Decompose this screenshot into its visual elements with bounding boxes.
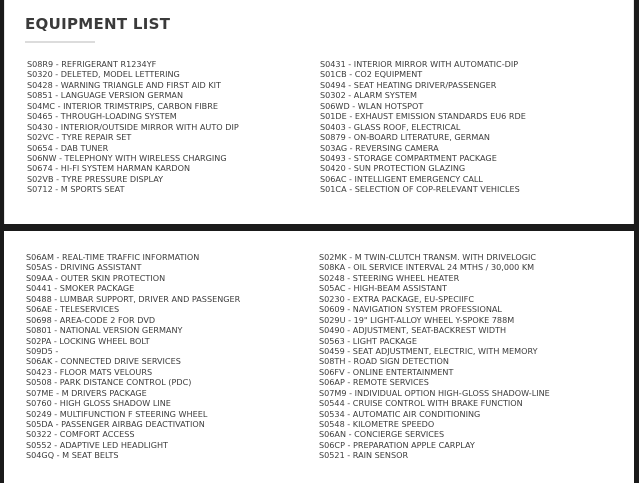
- equipment-item: S0712 - M SPORTS SEAT: [27, 184, 125, 195]
- equipment-item: S0490 - ADJUSTMENT, SEAT-BACKREST WIDTH: [319, 325, 507, 336]
- equipment-item: S06AE - TELESERVICES: [26, 304, 120, 315]
- equipment-item: S0609 - NAVIGATION SYSTEM PROFESSIONAL: [319, 304, 502, 315]
- equipment-item: S02VB - TYRE PRESSURE DISPLAY: [27, 173, 164, 184]
- equipment-item: S02PA - LOCKING WHEEL BOLT: [26, 335, 150, 346]
- equipment-item: S06AC - INTELLIGENT EMERGENCY CALL: [320, 173, 483, 184]
- equipment-item: S02MK - M TWIN-CLUTCH TRANSM. WITH DRIVELOGIC: [319, 252, 537, 262]
- equipment-item: S0230 - EXTRA PACKAGE, EU-SPECIIFC: [319, 293, 474, 304]
- equipment-item: S06AK - CONNECTED DRIVE SERVICES: [26, 356, 181, 367]
- equipment-item: S0548 - KILOMETRE SPEEDO: [319, 419, 435, 429]
- equipment-item: S0322 - COMFORT ACCESS: [26, 429, 135, 440]
- equipment-item: S02VC - TYRE REPAIR SET: [27, 132, 132, 143]
- equipment-item: S0879 - ON-BOARD LITERATURE, GERMAN: [320, 132, 490, 143]
- equipment-item: S07M9 - INDIVIDUAL OPTION HIGH-GLOSS SHADOW-LINE: [319, 387, 550, 398]
- equipment-item: S08KA - OIL SERVICE INTERVAL 24 MTHS / 30,000 KM: [319, 262, 535, 273]
- equipment-item: S0698 - AREA-CODE 2 FOR DVD: [26, 314, 156, 325]
- equipment-item: S0488 - LUMBAR SUPPORT, DRIVER AND PASSENGER: [26, 293, 241, 304]
- equipment-item: S0249 - MULTIFUNCTION F STEERING WHEEL: [26, 408, 208, 419]
- equipment-column-left: [27, 59, 307, 195]
- equipment-item: S05AC - HIGH-BEAM ASSISTANT: [319, 283, 447, 294]
- equipment-item: S0430 - INTERIOR/OUTSIDE MIRROR WITH AUTO DIP: [27, 121, 239, 132]
- equipment-column-left: [26, 252, 306, 461]
- equipment-item: S0654 - DAB TUNER: [27, 142, 109, 153]
- equipment-item: S06AP - REMOTE SERVICES: [319, 377, 429, 388]
- page-title: EQUIPMENT LIST: [25, 15, 171, 33]
- equipment-item: S0459 - SEAT ADJUSTMENT, ELECTRIC, WITH MEMORY: [319, 345, 538, 356]
- equipment-item: S04GQ - M SEAT BELTS: [26, 450, 119, 461]
- equipment-item: S0441 - SMOKER PACKAGE: [26, 283, 135, 294]
- equipment-item: S01CB - CO2 EQUIPMENT: [320, 69, 423, 80]
- equipment-item: S0544 - CRUISE CONTROL WITH BRAKE FUNCTION: [319, 398, 523, 409]
- equipment-item: S029U - 19" LIGHT-ALLOY WHEEL Y-SPOKE 788M: [319, 314, 515, 325]
- equipment-column-right: [320, 59, 620, 195]
- equipment-item: S0423 - FLOOR MATS VELOURS: [26, 366, 153, 377]
- equipment-item: S0403 - GLASS ROOF, ELECTRICAL: [320, 121, 461, 132]
- equipment-item: S09D5 -: [26, 345, 59, 356]
- equipment-item: S06FV - ONLINE ENTERTAINMENT: [319, 366, 454, 377]
- equipment-panel-top: [4, 0, 634, 224]
- equipment-item: S0465 - THROUGH-LOADING SYSTEM: [27, 111, 177, 122]
- equipment-item: S09AA - OUTER SKIN PROTECTION: [26, 272, 166, 283]
- equipment-item: S0521 - RAIN SENSOR: [319, 450, 409, 461]
- equipment-item: S0302 - ALARM SYSTEM: [320, 90, 418, 101]
- equipment-item: S0851 - LANGUAGE VERSION GERMAN: [27, 90, 184, 101]
- equipment-item: S0801 - NATIONAL VERSION GERMANY: [26, 325, 183, 336]
- equipment-item: S0563 - LIGHT PACKAGE: [319, 335, 417, 346]
- equipment-item: S03AG - REVERSING CAMERA: [320, 142, 439, 153]
- equipment-item: S08R9 - REFRIGERANT R1234YF: [27, 59, 157, 69]
- equipment-panel-bottom: [4, 231, 634, 483]
- equipment-item: S0760 - HIGH GLOSS SHADOW LINE: [26, 398, 171, 409]
- equipment-item: S05DA - PASSENGER AIRBAG DEACTIVATION: [26, 419, 205, 429]
- equipment-item: S06WD - WLAN HOTSPOT: [320, 100, 424, 111]
- equipment-item: S0428 - WARNING TRIANGLE AND FIRST AID KIT: [27, 79, 221, 90]
- equipment-item: S0494 - SEAT HEATING DRIVER/PASSENGER: [320, 79, 497, 90]
- equipment-item: S05AS - DRIVING ASSISTANT: [26, 262, 142, 273]
- equipment-item: S0248 - STEERING WHEEL HEATER: [319, 272, 460, 283]
- equipment-item: S0420 - SUN PROTECTION GLAZING: [320, 163, 466, 174]
- equipment-item: S0493 - STORAGE COMPARTMENT PACKAGE: [320, 152, 497, 163]
- equipment-item: S0508 - PARK DISTANCE CONTROL (PDC): [26, 377, 192, 388]
- equipment-item: S0320 - DELETED, MODEL LETTERING: [27, 69, 180, 80]
- equipment-item: S04MC - INTERIOR TRIMSTRIPS, CARBON FIBRE: [27, 100, 218, 111]
- equipment-item: S06CP - PREPARATION APPLE CARPLAY: [319, 439, 475, 450]
- equipment-item: S0431 - INTERIOR MIRROR WITH AUTOMATIC-DIP: [320, 59, 519, 69]
- equipment-item: S0552 - ADAPTIVE LED HEADLIGHT: [26, 439, 168, 450]
- equipment-item: S08TH - ROAD SIGN DETECTION: [319, 356, 449, 367]
- equipment-column-right: [319, 252, 619, 461]
- equipment-item: S0534 - AUTOMATIC AIR CONDITIONING: [319, 408, 481, 419]
- equipment-item: S06AN - CONCIERGE SERVICES: [319, 429, 445, 440]
- equipment-item: S01CA - SELECTION OF COP-RELEVANT VEHICLES: [320, 184, 520, 195]
- equipment-item: S06AM - REAL-TIME TRAFFIC INFORMATION: [26, 252, 200, 262]
- equipment-item: S06NW - TELEPHONY WITH WIRELESS CHARGING: [27, 152, 227, 163]
- equipment-item: S01DE - EXHAUST EMISSION STANDARDS EU6 RDE: [320, 111, 526, 122]
- equipment-item: S07ME - M DRIVERS PACKAGE: [26, 387, 147, 398]
- equipment-item: S0674 - HI-FI SYSTEM HARMAN KARDON: [27, 163, 191, 174]
- title-underline: [25, 41, 95, 43]
